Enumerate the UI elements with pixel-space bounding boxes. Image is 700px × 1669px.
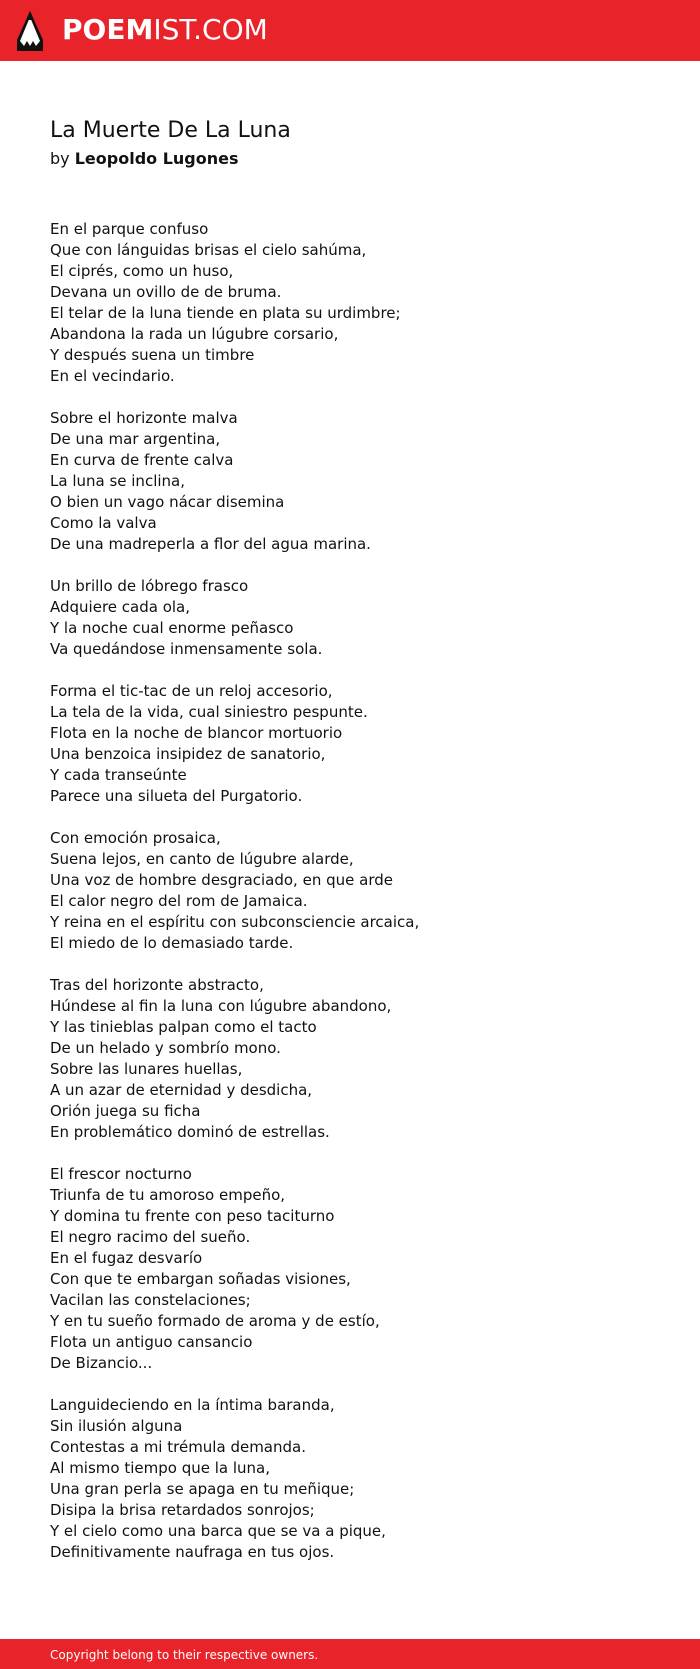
poem-line: Y el cielo como una barca que se va a pique, bbox=[50, 1522, 386, 1540]
poem-line: El frescor nocturno bbox=[50, 1165, 192, 1183]
poem-author: Leopoldo Lugones bbox=[74, 149, 239, 168]
poem-title: La Muerte De La Luna bbox=[50, 118, 291, 143]
poem-line: La tela de la vida, cual siniestro pespunte. bbox=[50, 703, 368, 721]
poem-line: El miedo de lo demasiado tarde. bbox=[50, 934, 294, 952]
poem-line: Suena lejos, en canto de lúgubre alarde, bbox=[50, 850, 354, 868]
stanza bbox=[50, 1395, 660, 1563]
site-footer bbox=[0, 1639, 700, 1669]
poem-line: Que con lánguidas brisas el cielo sahúma, bbox=[50, 241, 367, 259]
poem-line: Y domina tu frente con peso taciturno bbox=[50, 1207, 335, 1225]
copyright-text: Copyright belong to their respective owners. bbox=[50, 1648, 319, 1662]
poem-line: El telar de la luna tiende en plata su urdimbre; bbox=[50, 304, 401, 322]
poem-line: Va quedándose inmensamente sola. bbox=[50, 640, 323, 658]
poem-line: Parece una silueta del Purgatorio. bbox=[50, 787, 303, 805]
poem-line: El ciprés, como un huso, bbox=[50, 262, 234, 280]
poem-line: En el vecindario. bbox=[50, 367, 175, 385]
poem-line: Y la noche cual enorme peñasco bbox=[50, 619, 294, 637]
poem-line: Con que te embargan soñadas visiones, bbox=[50, 1270, 351, 1288]
stanza bbox=[50, 975, 660, 1143]
poem-byline bbox=[50, 148, 239, 170]
poem-line: Como la valva bbox=[50, 514, 157, 532]
poem-line: Devana un ovillo de de bruma. bbox=[50, 283, 282, 301]
poem-line: De una madreperla a flor del agua marina. bbox=[50, 535, 371, 553]
poem-line: Vacilan las constelaciones; bbox=[50, 1291, 251, 1309]
poem-line: Al mismo tiempo que la luna, bbox=[50, 1459, 270, 1477]
poem-line: Flota en la noche de blancor mortuorio bbox=[50, 724, 343, 742]
stanza bbox=[50, 219, 660, 387]
site-logo[interactable] bbox=[62, 12, 268, 48]
poem-line: Contestas a mi trémula demanda. bbox=[50, 1438, 306, 1456]
site-header bbox=[0, 0, 700, 61]
pencil-tip-icon[interactable] bbox=[16, 10, 44, 52]
poem-line: El negro racimo del sueño. bbox=[50, 1228, 251, 1246]
poem-line: En curva de frente calva bbox=[50, 451, 234, 469]
poem-line: Sobre el horizonte malva bbox=[50, 409, 238, 427]
poem-line: Sobre las lunares huellas, bbox=[50, 1060, 243, 1078]
poem-line: De Bizancio... bbox=[50, 1354, 153, 1372]
poem-line: De un helado y sombrío mono. bbox=[50, 1039, 281, 1057]
poem-line: Definitivamente naufraga en tus ojos. bbox=[50, 1543, 335, 1561]
poem-line: Una benzoica insipidez de sanatorio, bbox=[50, 745, 326, 763]
stanza bbox=[50, 408, 660, 555]
poem-line: Húndese al fin la luna con lúgubre abandono, bbox=[50, 997, 392, 1015]
poem-line: Con emoción prosaica, bbox=[50, 829, 221, 847]
poem-line: Sin ilusión alguna bbox=[50, 1417, 183, 1435]
poem-line: Y cada transeúnte bbox=[50, 766, 187, 784]
stanza bbox=[50, 576, 660, 660]
poem-line: Una gran perla se apaga en tu meñique; bbox=[50, 1480, 355, 1498]
poem-line: O bien un vago nácar disemina bbox=[50, 493, 285, 511]
poem-line: Abandona la rada un lúgubre corsario, bbox=[50, 325, 339, 343]
poem-line: En el fugaz desvarío bbox=[50, 1249, 203, 1267]
poem-line: Languideciendo en la íntima baranda, bbox=[50, 1396, 335, 1414]
logo-light-text: IST.COM bbox=[153, 13, 268, 46]
poem-line: Y después suena un timbre bbox=[50, 346, 255, 364]
poem-line: Un brillo de lóbrego frasco bbox=[50, 577, 249, 595]
stanza bbox=[50, 681, 660, 807]
poem-line: Tras del horizonte abstracto, bbox=[50, 976, 264, 994]
poem-line: Adquiere cada ola, bbox=[50, 598, 191, 616]
poem-line: Forma el tic-tac de un reloj accesorio, bbox=[50, 682, 333, 700]
poem-line: Triunfa de tu amoroso empeño, bbox=[50, 1186, 286, 1204]
poem-line: Disipa la brisa retardados sonrojos; bbox=[50, 1501, 315, 1519]
stanza bbox=[50, 828, 660, 954]
poem-line: Y las tinieblas palpan como el tacto bbox=[50, 1018, 317, 1036]
poem-line: Y en tu sueño formado de aroma y de estío, bbox=[50, 1312, 380, 1330]
poem-line: De una mar argentina, bbox=[50, 430, 221, 448]
poem-line: A un azar de eternidad y desdicha, bbox=[50, 1081, 313, 1099]
poem-line: Flota un antiguo cansancio bbox=[50, 1333, 253, 1351]
poem-line: Orión juega su ficha bbox=[50, 1102, 201, 1120]
poem-line: En problemático dominó de estrellas. bbox=[50, 1123, 330, 1141]
poem-line: La luna se inclina, bbox=[50, 472, 185, 490]
poem-line: En el parque confuso bbox=[50, 220, 209, 238]
poem-line: Una voz de hombre desgraciado, en que arde bbox=[50, 871, 393, 889]
poem-body bbox=[50, 219, 660, 1584]
stanza bbox=[50, 1164, 660, 1374]
logo-bold-text: POEM bbox=[62, 13, 154, 46]
by-label: by bbox=[50, 149, 70, 168]
poem-line: El calor negro del rom de Jamaica. bbox=[50, 892, 308, 910]
poem-line: Y reina en el espíritu con subconsciencie arcaica, bbox=[50, 913, 420, 931]
